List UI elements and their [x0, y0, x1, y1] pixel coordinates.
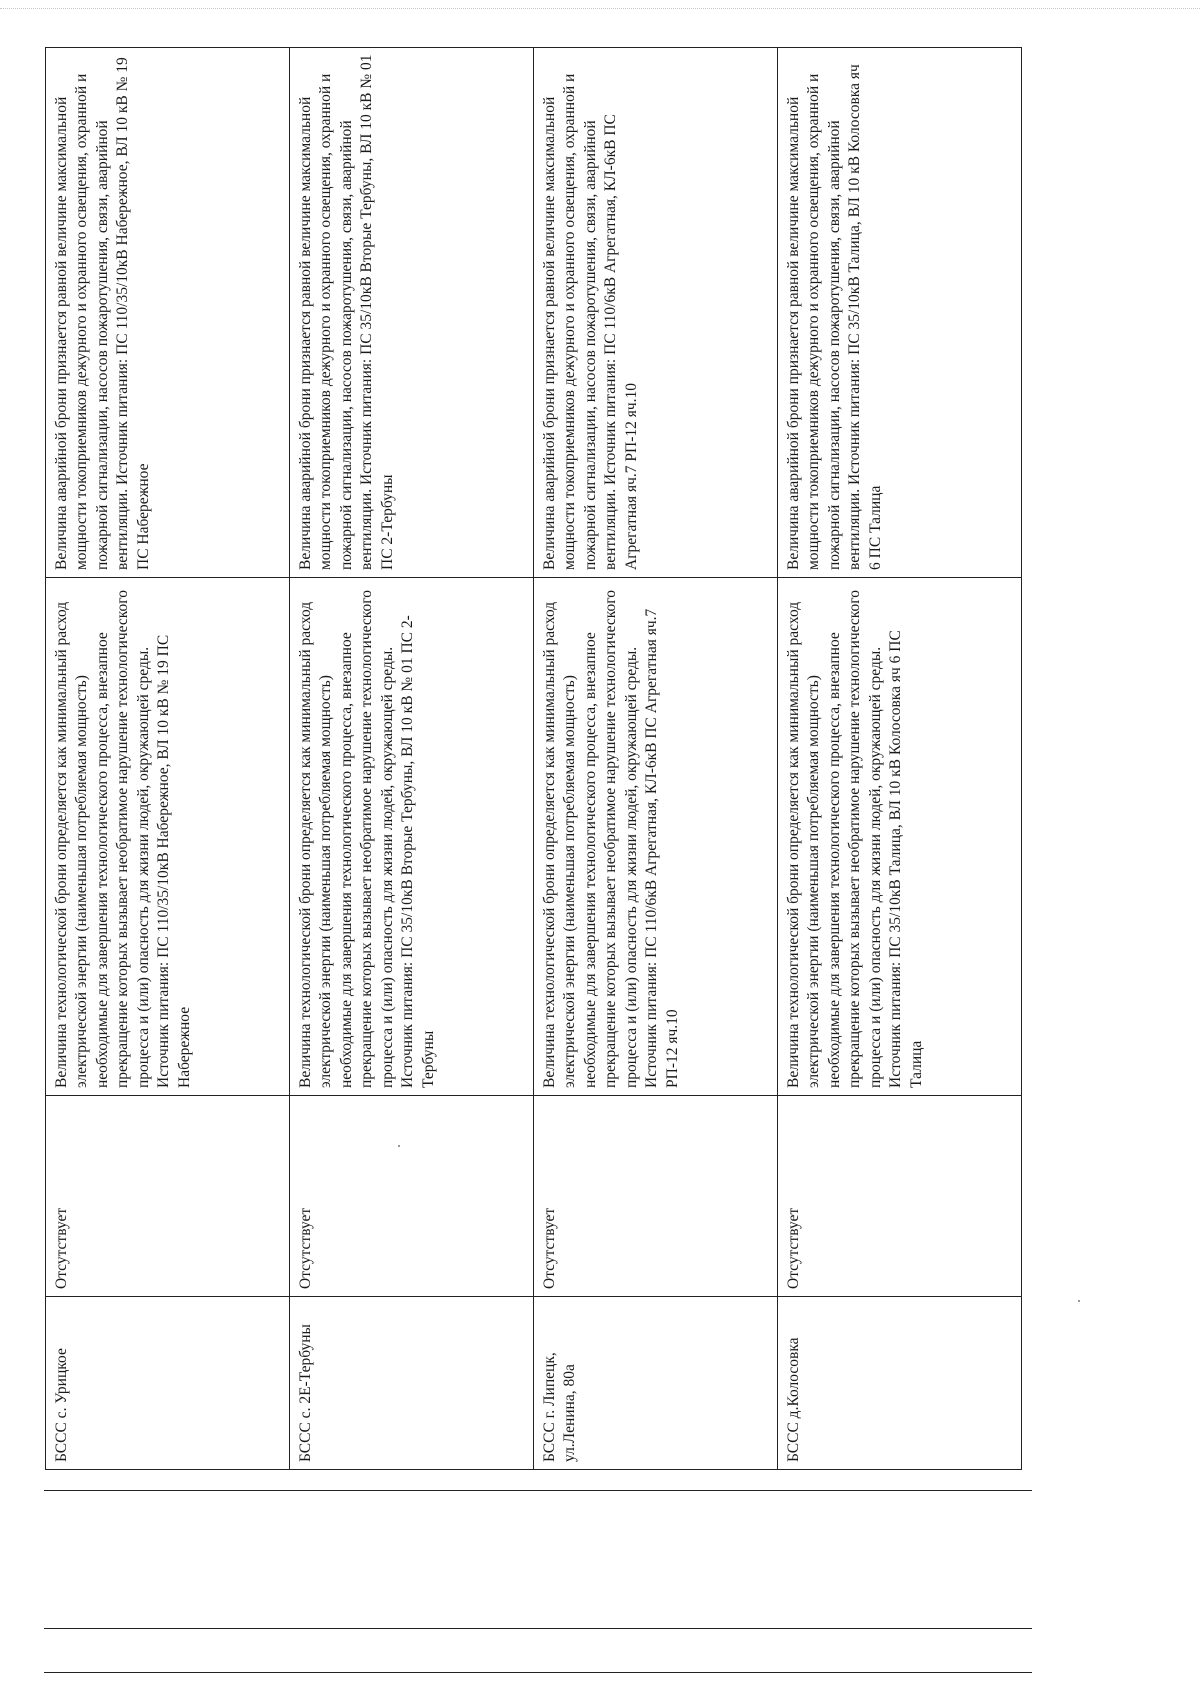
- table-row: [534, 48, 778, 1470]
- cell-emergency-armor: Величина аварийной брони признается равной величине максимальной мощности токоприемников дежурного и охранного освещения, охранной и пожарной сигнализации, насосов пожаротушения, связи, аварийной вентиляции. Источник питания: ПС 110/35/10кВ Набережное, ВЛ 10 кВ № 19 ПС Набережное: [46, 48, 290, 578]
- cell-object-name: БССС с. 2Е-Тербуны: [290, 1297, 534, 1470]
- table-row: [290, 48, 534, 1470]
- cell-tech-reserve: Отсутствует: [46, 1096, 290, 1297]
- cell-emergency-armor: Величина аварийной брони признается равной величине максимальной мощности токоприемников дежурного и охранного освещения, охранной и пожарной сигнализации, насосов пожаротушения, связи, аварийной вентиляции. Источник питания: ПС 35/10кВ Вторые Тербуны, ВЛ 10 кВ № 01 ПС 2-Тербуны: [290, 48, 534, 578]
- cell-tech-reserve: Отсутствует: [290, 1096, 534, 1297]
- cell-object-name: БССС г. Липецк, ул.Ленина, 80а: [534, 1297, 778, 1470]
- scan-speck: [398, 1145, 400, 1147]
- cell-emergency-armor: Величина аварийной брони признается равной величине максимальной мощности токоприемников дежурного и охранного освещения, охранной и пожарной сигнализации, насосов пожаротушения, связи, аварийной вентиляции. Источник питания: ПС 35/10кВ Талица, ВЛ 10 кВ Колосовка яч 6 ПС Талица: [778, 48, 1022, 578]
- cell-tech-reserve: Отсутствует: [534, 1096, 778, 1297]
- cell-tech-armor: Величина технологической брони определяется как минимальный расход электрической энергии (наименьшая потребляемая мощность) необходимые для завершения технологического процесса, внезапное прекращение которых вызывает необратимое нарушение технологического процесса и (или) опасность для жизни людей, окружающей среды. Источник питания: ПС 35/10кВ Вторые Тербуны, ВЛ 10 кВ № 01 ПС 2-Тербуны: [290, 578, 534, 1096]
- scan-speck: [1078, 1300, 1080, 1302]
- signature-line: [44, 1490, 1032, 1491]
- table-row: [778, 48, 1022, 1470]
- cell-object-name: БССС д.Колосовка: [778, 1297, 1022, 1470]
- cell-emergency-armor: Величина аварийной брони признается равной величине максимальной мощности токоприемников дежурного и охранного освещения, охранной и пожарной сигнализации, насосов пожаротушения, связи, аварийной вентиляции. Источник питания: ПС 110/6кВ Агрегатная, КЛ-6кВ ПС Агрегатная яч.7 РП-12 яч.10: [534, 48, 778, 578]
- cell-tech-reserve: Отсутствует: [778, 1096, 1022, 1297]
- cell-tech-armor: Величина технологической брони определяется как минимальный расход электрической энергии (наименьшая потребляемая мощность) необходимые для завершения технологического процесса, внезапное прекращение которых вызывает необратимое нарушение технологического процесса и (или) опасность для жизни людей, окружающей среды. Источник питания: ПС 35/10кВ Талица, ВЛ 10 кВ Колосовка яч 6 ПС Талица: [778, 578, 1022, 1096]
- signature-line: [44, 1628, 1032, 1629]
- armor-table: [45, 47, 1022, 1470]
- signature-line: [44, 1672, 1032, 1673]
- scan-edge: [0, 8, 1200, 9]
- table-row: [46, 48, 290, 1470]
- cell-tech-armor: Величина технологической брони определяется как минимальный расход электрической энергии (наименьшая потребляемая мощность) необходимые для завершения технологического процесса, внезапное прекращение которых вызывает необратимое нарушение технологического процесса и (или) опасность для жизни людей, окружающей среды. Источник питания: ПС 110/6кВ Агрегатная, КЛ-6кВ ПС Агрегатная яч.7 РП-12 яч.10: [534, 578, 778, 1096]
- cell-object-name: БССС с. Урицкое: [46, 1297, 290, 1470]
- rotated-table-container: [45, 48, 1022, 1470]
- cell-tech-armor: Величина технологической брони определяется как минимальный расход электрической энергии (наименьшая потребляемая мощность) необходимые для завершения технологического процесса, внезапное прекращение которых вызывает необратимое нарушение технологического процесса и (или) опасность для жизни людей, окружающей среды. Источник питания: ПС 110/35/10кВ Набережное, ВЛ 10 кВ № 19 ПС Набережное: [46, 578, 290, 1096]
